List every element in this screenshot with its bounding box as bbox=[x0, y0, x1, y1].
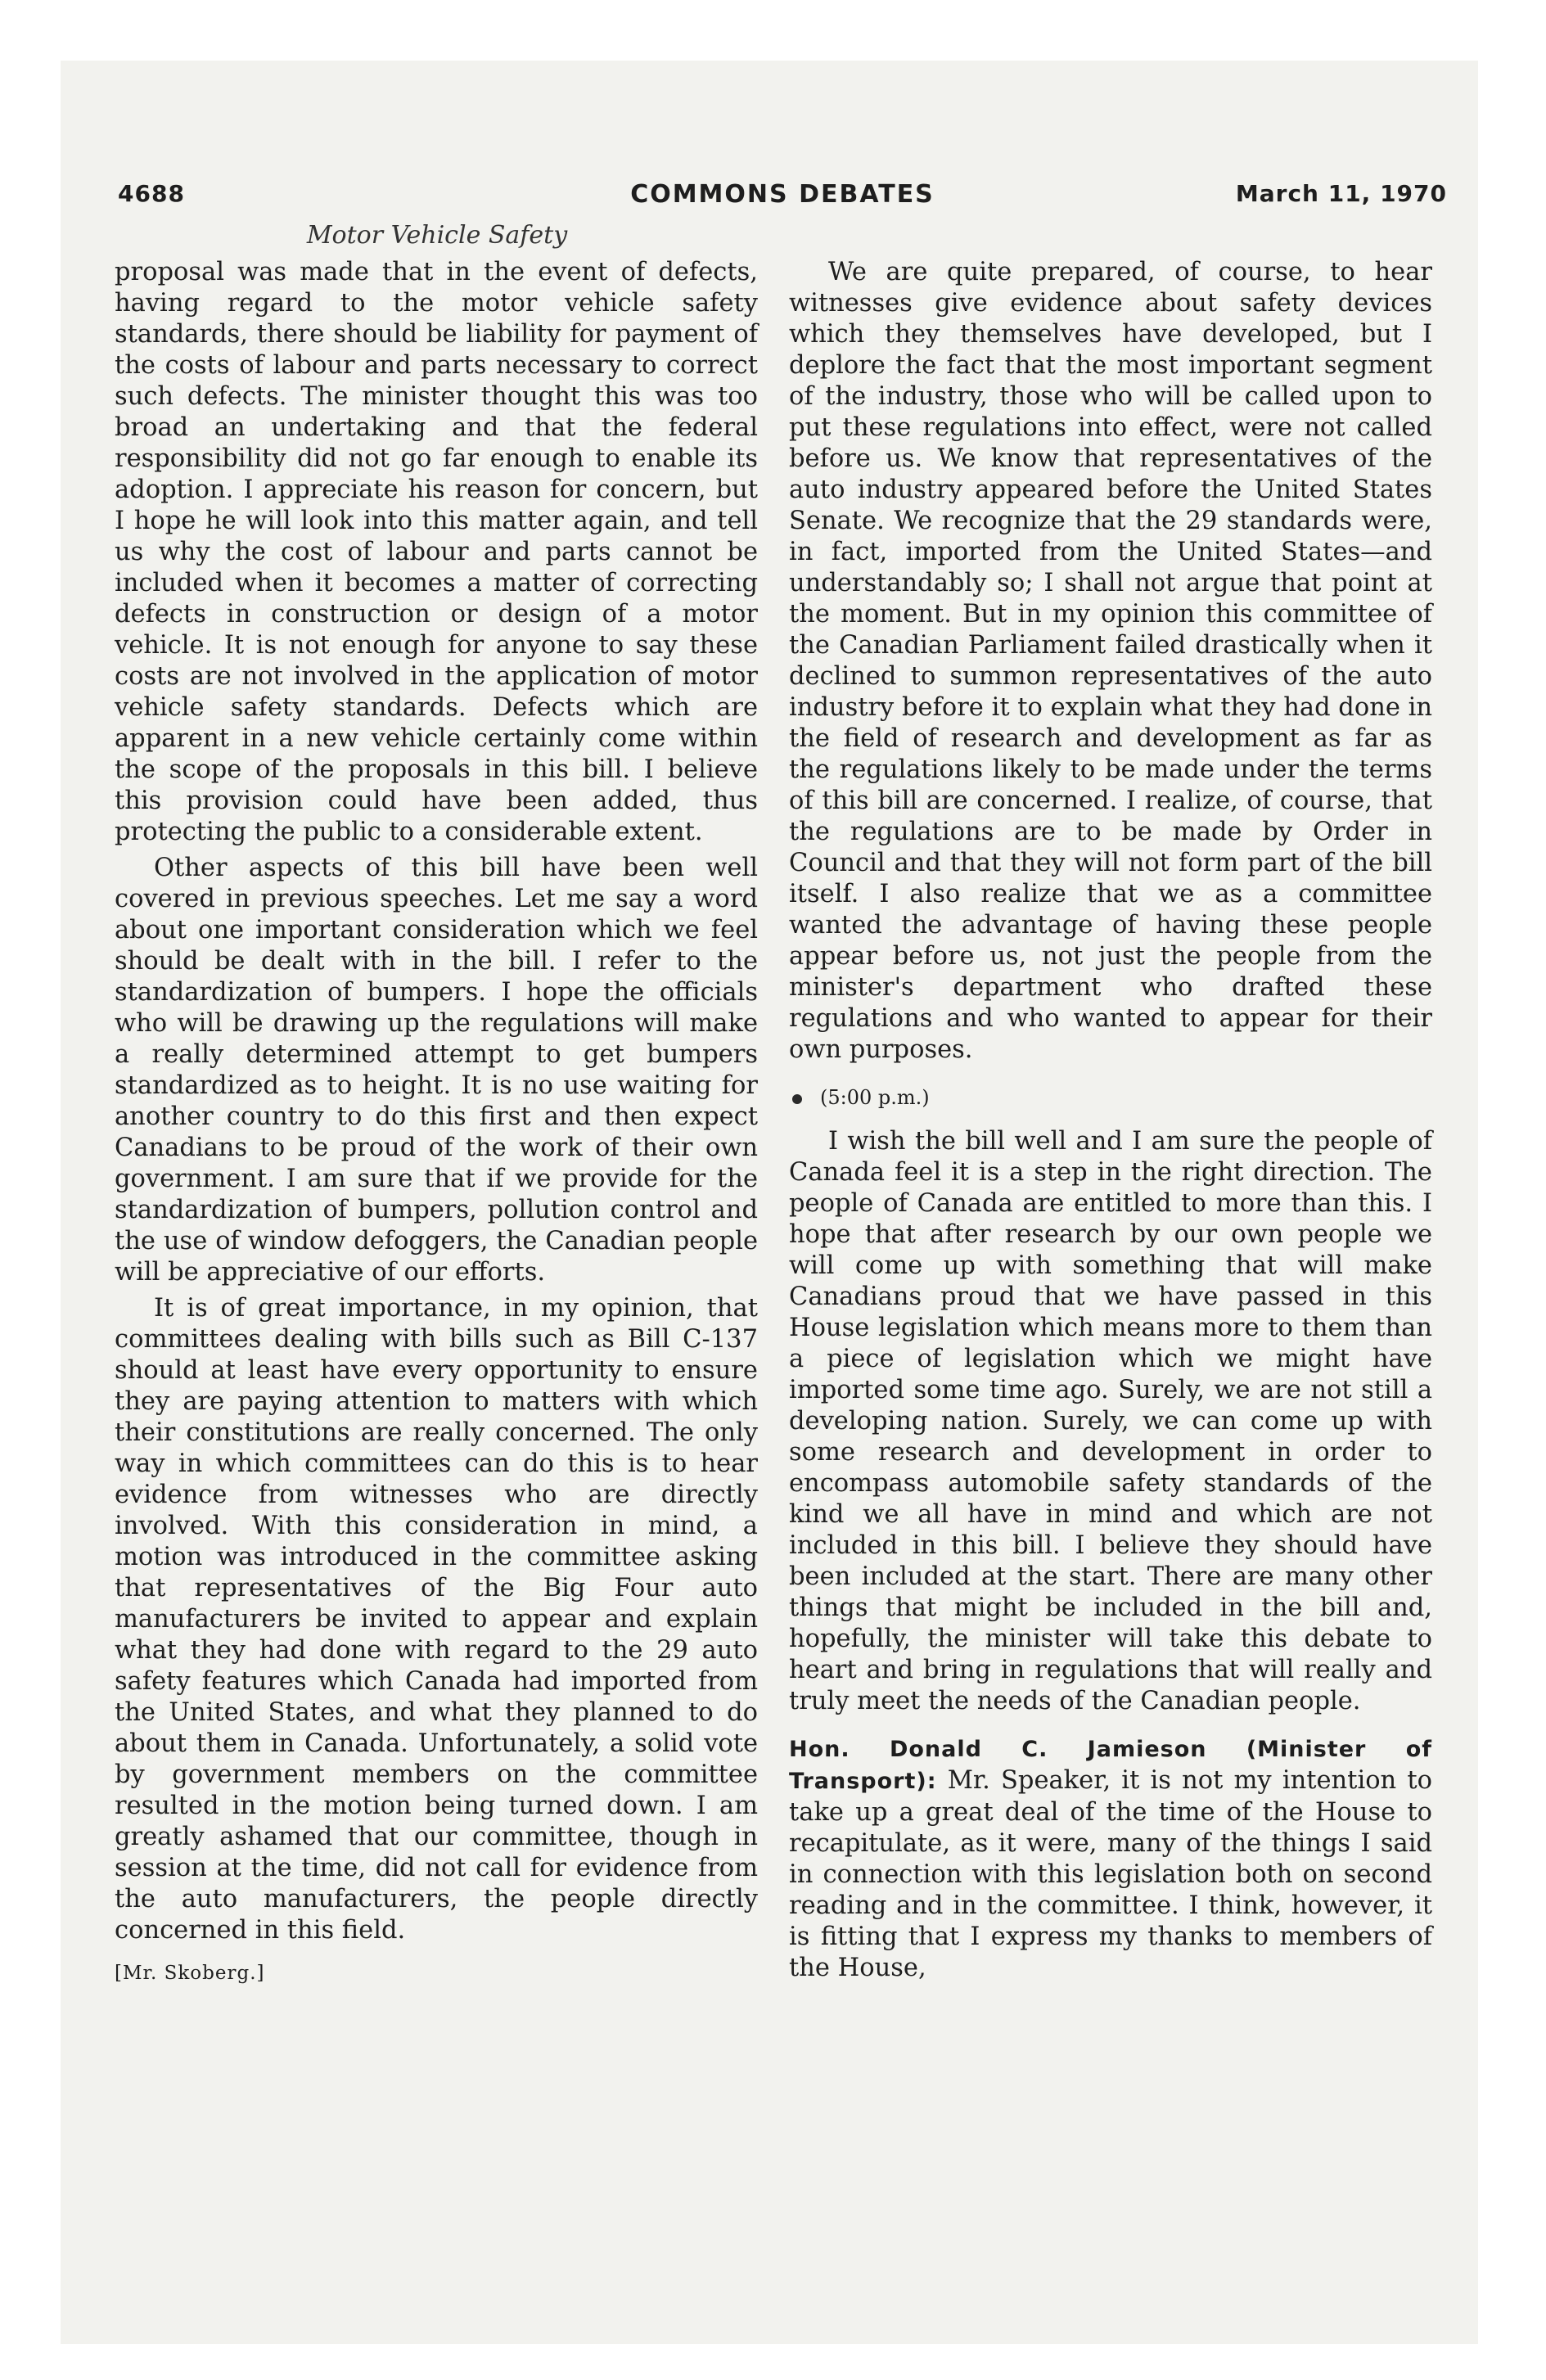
journal-title: COMMONS DEBATES bbox=[630, 180, 935, 209]
left-column bbox=[115, 257, 758, 1989]
paragraph: It is of great importance, in my opinion, that committees dealing with bills such as Bill C-137 should at least have every opportunity to ensure they are paying attention to matters with which their constitutions are really concerned. The only way in which committees can do this is to hear evidence from witnesses who are directly involved. With this consideration in mind, a motion was introduced in the committee asking that representatives of the Big Four auto manufacturers be invited to appear and explain what they had done with regard to the 29 auto safety features which Canada had imported from the United States, and what they planned to do about them in Canada. Unfortunately, a solid vote by government members on the committee resulted in the motion being turned down. I am greatly ashamed that our committee, though in session at the time, did not call for evidence from the auto manufacturers, the people directly concerned in this field. bbox=[115, 1294, 758, 1945]
bullet-icon bbox=[792, 1094, 802, 1104]
right-column bbox=[789, 257, 1432, 1989]
page-number: 4688 bbox=[118, 180, 185, 207]
speaker-attribution: [Mr. Skoberg.] bbox=[115, 1963, 265, 1984]
speaker-name: Hon. Donald C. Jamieson (Minister of Transport): bbox=[789, 1737, 1432, 1794]
time-stamp bbox=[789, 1082, 1432, 1113]
running-head: Motor Vehicle Safety bbox=[306, 221, 568, 250]
time-stamp-text: (5:00 p.m.) bbox=[820, 1086, 930, 1109]
speaker-paragraph bbox=[789, 1733, 1432, 1984]
paragraph: proposal was made that in the event of defects, having regard to the motor vehicle safety standards, there should be liability for payment of the costs of labour and parts necessary to correct such defects. The minister thought this was too broad an undertaking and that the federal responsibility did not go far enough to enable its adoption. I appreciate his reason for concern, but I hope he will look into this matter again, and tell us why the cost of labour and parts cannot be included when it becomes a matter of correcting defects in construction or design of a motor vehicle. It is not enough for anyone to say these costs are not involved in the application of motor vehicle safety standards. Defects which are apparent in a new vehicle certainly come within the scope of the proposals in this bill. I believe this provision could have been added, thus protecting the public to a considerable extent. bbox=[115, 258, 758, 846]
speaker-text: Mr. Speaker, it is not my intention to take up a great deal of the time of the House to recapitulate, as it were, many of the things I said in connection with this legislation both on second reading and in the committee. I think, however, it is fitting that I express my thanks to members of the House, bbox=[789, 1766, 1432, 1982]
page-header bbox=[118, 180, 1447, 223]
paragraph: We are quite prepared, of course, to hear witnesses give evidence about safety devices which they themselves have developed, but I deplore the fact that the most important segment of the industry, those who will be called upon to put these regulations into effect, were not called before us. We know that representatives of the auto industry appeared before the United States Senate. We recognize that the 29 standards were, in fact, imported from the United States—and understandably so; I shall not argue that point at the moment. But in my opinion this committee of the Canadian Parliament failed drastically when it declined to summon representatives of the auto industry before it to explain what they had done in the field of research and development as far as the regulations likely to be made under the terms of this bill are concerned. I realize, of course, that the regulations are to be made by Order in Council and that they will not form part of the bill itself. I also realize that we as a committee wanted the advantage of having these people appear before us, not just the people from the minister's department who drafted these regulations and who wanted to appear for their own purposes. bbox=[789, 258, 1432, 1064]
issue-date: March 11, 1970 bbox=[1235, 180, 1447, 207]
paragraph: Other aspects of this bill have been well covered in previous speeches. Let me say a word about one important consideration which we feel should be dealt with in the bill. I refer to the standardization of bumpers. I hope the officials who will be drawing up the regulations will make a really determined attempt to get bumpers standardized as to height. It is no use waiting for another country to do this first and then expect Canadians to be proud of the work of their own government. I am sure that if we provide for the standardization of bumpers, pollution control and the use of window defoggers, the Canadian people will be appreciative of our efforts. bbox=[115, 854, 758, 1287]
paragraph: I wish the bill well and I am sure the people of Canada feel it is a step in the right direction. The people of Canada are entitled to more than this. I hope that after research by our own people we will come up with something that will make Canadians proud that we have passed in this House legislation which means more to them than a piece of legislation which we might have imported some time ago. Surely, we are not still a developing nation. Surely, we can come up with some research and development in order to encompass automobile safety standards of the kind we all have in mind and which are not included in this bill. I believe they should have been included at the start. There are many other things that might be included in the bill and, hopefully, the minister will take this debate to heart and bring in regulations that will really and truly meet the needs of the Canadian people. bbox=[789, 1127, 1432, 1715]
